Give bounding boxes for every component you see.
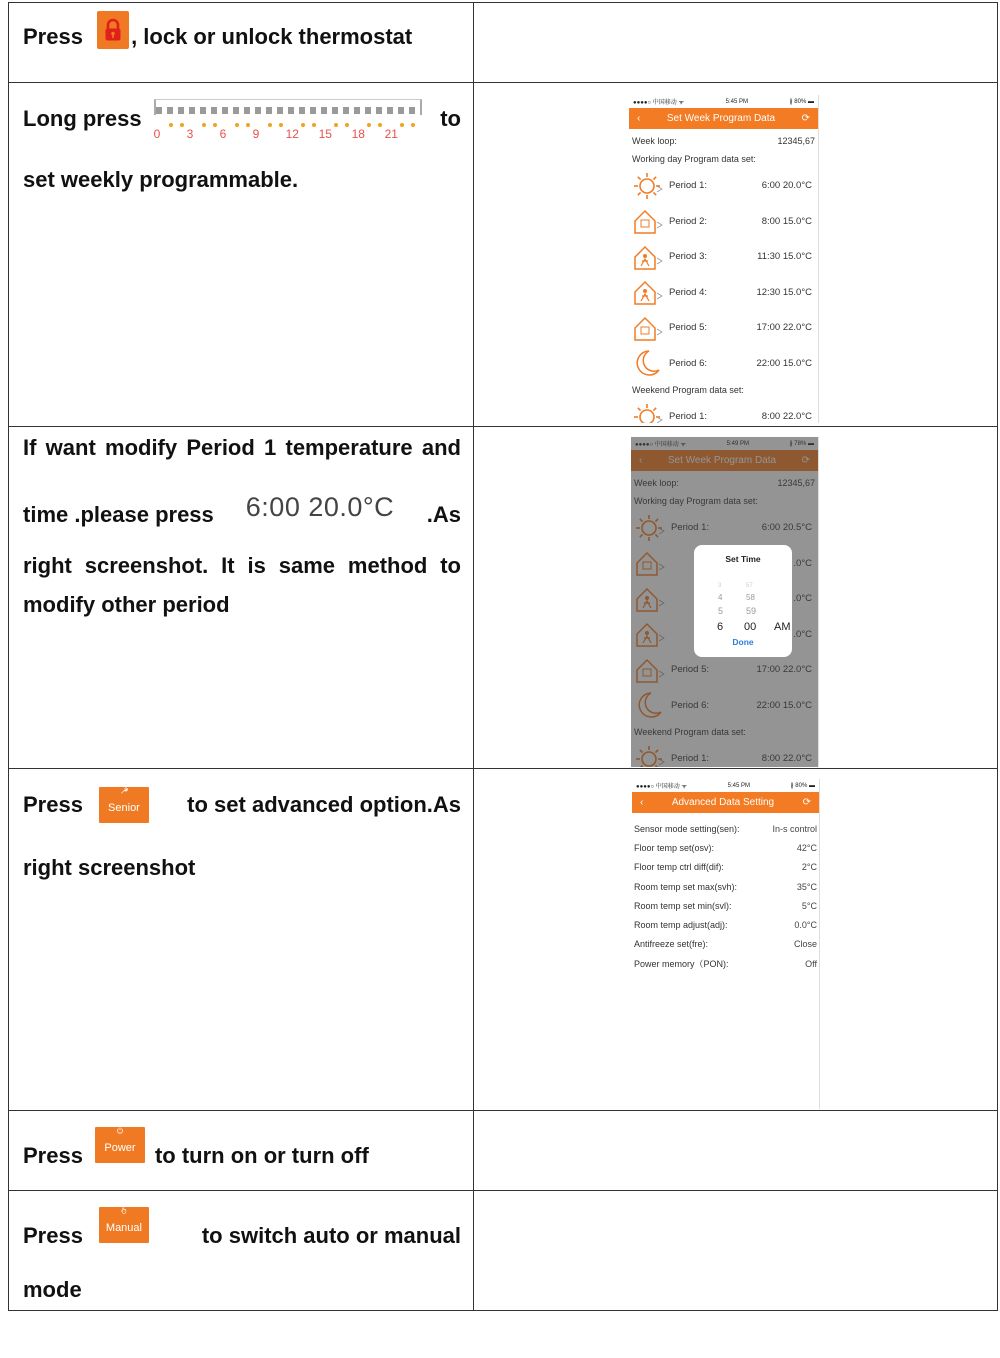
- screen-title: Set Week Program Data: [666, 113, 776, 124]
- lock-icon: [104, 18, 122, 42]
- power-description: to turn on or turn off: [154, 1143, 369, 1168]
- set-time-dialog: [694, 545, 792, 657]
- power-button[interactable]: [95, 1127, 145, 1163]
- row-advanced-image-cell: [474, 769, 998, 1111]
- period-row[interactable]: [629, 310, 818, 346]
- ampm-selected[interactable]: AM: [774, 621, 791, 633]
- minute-option[interactable]: 59: [746, 606, 757, 616]
- period-value[interactable]: 8:00 22.0°C: [761, 411, 812, 423]
- row-lock: [9, 3, 998, 83]
- manual-description: to switch auto or manual: [201, 1223, 461, 1248]
- modify-line2-after: .As: [426, 502, 461, 527]
- setting-row[interactable]: [632, 896, 819, 915]
- minute-option[interactable]: 57: [746, 583, 753, 589]
- period-label: Period 6:: [669, 357, 708, 369]
- carrier-text: ●●●●○ 中国移动 ᯤ: [636, 784, 687, 790]
- row-manual-image-cell: [474, 1191, 998, 1311]
- nav-bar: [629, 108, 818, 129]
- setting-row[interactable]: [632, 819, 819, 838]
- setting-row[interactable]: [632, 915, 819, 934]
- period-label: Period 1:: [669, 411, 708, 423]
- power-label: Power: [104, 1142, 136, 1154]
- period-value[interactable]: 11:30 15.0°C: [757, 251, 812, 263]
- set-time-screenshot: [631, 437, 819, 767]
- timeline-hour-label: 0: [153, 127, 161, 141]
- long-press-text: Long press: [23, 106, 142, 131]
- battery-text: ∦ 80% ▬: [789, 99, 814, 105]
- status-time: 5:45 PM: [725, 98, 748, 105]
- setting-row[interactable]: [632, 877, 819, 896]
- setting-value[interactable]: In-s control: [772, 823, 817, 834]
- period-label: Period 4:: [669, 286, 708, 298]
- lock-description: , lock or unlock thermostat: [131, 23, 413, 49]
- house-icon: [631, 313, 665, 343]
- senior-label: Senior: [108, 802, 140, 814]
- period-label: Period 5:: [669, 322, 708, 334]
- lock-button[interactable]: [97, 11, 129, 49]
- period-value[interactable]: 22:00 15.0°C: [756, 357, 812, 369]
- row-weekly: [9, 83, 998, 427]
- period-row[interactable]: [629, 275, 818, 311]
- setting-label: Room temp adjust(adj):: [634, 920, 728, 931]
- row-power: [9, 1111, 998, 1191]
- refresh-icon[interactable]: ⟳: [802, 797, 811, 808]
- time-temp-button[interactable]: 6:00 20.0°C: [245, 492, 395, 522]
- back-icon[interactable]: ‹: [637, 113, 641, 124]
- timeline-bar[interactable]: [154, 99, 422, 139]
- week-loop-label: Week loop:: [632, 136, 677, 146]
- row-advanced: [9, 769, 998, 1111]
- setting-row[interactable]: [632, 858, 819, 877]
- week-loop-value[interactable]: 12345,67: [777, 136, 815, 146]
- period-label: Period 3:: [669, 251, 708, 263]
- setting-value[interactable]: 2°C: [801, 862, 817, 873]
- row-manual-text-cell: [9, 1191, 474, 1311]
- press-text: Press: [23, 1223, 83, 1248]
- manual-button[interactable]: [99, 1207, 149, 1243]
- period-row[interactable]: [629, 239, 818, 275]
- row-advanced-text-cell: [9, 769, 474, 1111]
- modify-line1: If want modify Period 1 temperature and: [23, 435, 461, 460]
- timeline-hour-label: 21: [384, 127, 398, 141]
- row-power-text-cell: [9, 1111, 474, 1191]
- minute-option[interactable]: 58: [746, 593, 755, 602]
- carrier-text: ●●●●○ 中国移动 ᯤ: [633, 100, 684, 106]
- row-lock-image-cell: [474, 3, 998, 83]
- period-value[interactable]: 17:00 22.0°C: [756, 322, 812, 334]
- timeline-hour-label: 15: [318, 127, 332, 141]
- weekend-period-row[interactable]: [629, 399, 818, 423]
- refresh-icon[interactable]: ⟳: [801, 113, 810, 124]
- advanced-setting-screenshot: [632, 779, 820, 1109]
- period-row[interactable]: [629, 346, 818, 382]
- setting-row[interactable]: [632, 935, 819, 954]
- period-row[interactable]: [629, 204, 818, 240]
- setting-value[interactable]: 5°C: [801, 900, 817, 911]
- instruction-table: [8, 2, 998, 1311]
- period-row[interactable]: [629, 168, 818, 204]
- manual-line2: mode: [23, 1277, 82, 1302]
- row-modify-text-cell: [9, 427, 474, 769]
- modify-line2-before: time .please press: [23, 502, 214, 527]
- period-value[interactable]: 12:30 15.0°C: [756, 286, 812, 298]
- modify-line4: modify other period: [23, 592, 230, 617]
- back-icon[interactable]: ‹: [640, 797, 644, 808]
- sun-icon: [631, 171, 665, 201]
- advanced-description: to set advanced option.As: [187, 792, 461, 817]
- setting-label: Antifreeze set(fre):: [634, 939, 709, 950]
- setting-row[interactable]: [632, 838, 819, 857]
- setting-label: Sensor mode setting(sen):: [634, 823, 740, 834]
- status-bar: [629, 95, 818, 108]
- week-program-screenshot: [629, 95, 819, 423]
- timeline-hour-label: 3: [186, 127, 194, 141]
- row-modify: [9, 427, 998, 769]
- setting-value[interactable]: 42°C: [796, 842, 817, 853]
- battery-text: ∦ 80% ▬: [790, 783, 815, 789]
- weekend-header: Weekend Program data set:: [632, 385, 744, 395]
- setting-label: Room temp set max(svh):: [634, 881, 738, 892]
- row-manual: [9, 1191, 998, 1311]
- row-lock-text-cell: [9, 3, 474, 83]
- period-value[interactable]: 6:00 20.0°C: [761, 180, 812, 192]
- hand-icon: [115, 1207, 133, 1214]
- row-power-image-cell: [474, 1111, 998, 1191]
- period-label: Period 1:: [669, 180, 708, 192]
- sun-icon: [631, 402, 665, 423]
- press-text: Press: [23, 23, 83, 49]
- setting-value[interactable]: 35°C: [796, 881, 817, 892]
- row-weekly-text-cell: [9, 83, 474, 427]
- advanced-line2: right screenshot: [23, 855, 196, 880]
- house-icon: [631, 206, 665, 236]
- setting-label: Floor temp ctrl diff(dif):: [634, 862, 724, 873]
- timeline-hour-label: 18: [351, 127, 365, 141]
- setting-value[interactable]: Off: [805, 958, 817, 969]
- status-time: 5:45 PM: [727, 782, 750, 789]
- done-button[interactable]: Done: [732, 637, 754, 647]
- hour-option[interactable]: 3: [718, 583, 722, 589]
- press-text: Press: [23, 792, 83, 817]
- timeline-hour-label: 9: [252, 127, 260, 141]
- setting-value[interactable]: Close: [793, 939, 817, 950]
- setting-label: Power memory（PON):: [634, 959, 729, 970]
- to-text: to: [440, 106, 461, 131]
- setting-label: Room temp set min(svl):: [634, 900, 732, 911]
- timeline-hour-label: 6: [219, 127, 227, 141]
- weekly-line2: set weekly programmable.: [23, 167, 299, 192]
- manual-label: Manual: [105, 1222, 142, 1234]
- period-label: Period 2:: [669, 215, 708, 227]
- timeline-hour-label: 12: [285, 127, 299, 141]
- row-weekly-image-cell: [474, 83, 998, 427]
- power-icon: [111, 1127, 129, 1134]
- dialog-title: Set Time: [725, 554, 761, 564]
- hour-option[interactable]: 5: [718, 606, 724, 616]
- period-value[interactable]: 8:00 15.0°C: [761, 215, 812, 227]
- hour-option[interactable]: 4: [718, 593, 723, 602]
- setting-row[interactable]: [632, 954, 819, 973]
- row-modify-image-cell: [474, 427, 998, 769]
- house-person-icon: [631, 242, 665, 272]
- setting-value[interactable]: 0.0°C: [794, 920, 817, 931]
- house-person-icon: [631, 277, 665, 307]
- setting-label: Floor temp set(osv):: [634, 842, 715, 853]
- wrench-icon: [115, 787, 133, 794]
- screen-title: Advanced Data Setting: [671, 797, 775, 808]
- moon-icon: [631, 348, 665, 378]
- working-day-header: Working day Program data set:: [632, 154, 756, 164]
- press-text: Press: [23, 1143, 83, 1168]
- minute-selected[interactable]: 00: [744, 621, 757, 633]
- hour-selected[interactable]: 6: [717, 621, 724, 633]
- senior-button[interactable]: [99, 787, 149, 823]
- modify-line3: right screenshot. It is same method to: [23, 553, 461, 578]
